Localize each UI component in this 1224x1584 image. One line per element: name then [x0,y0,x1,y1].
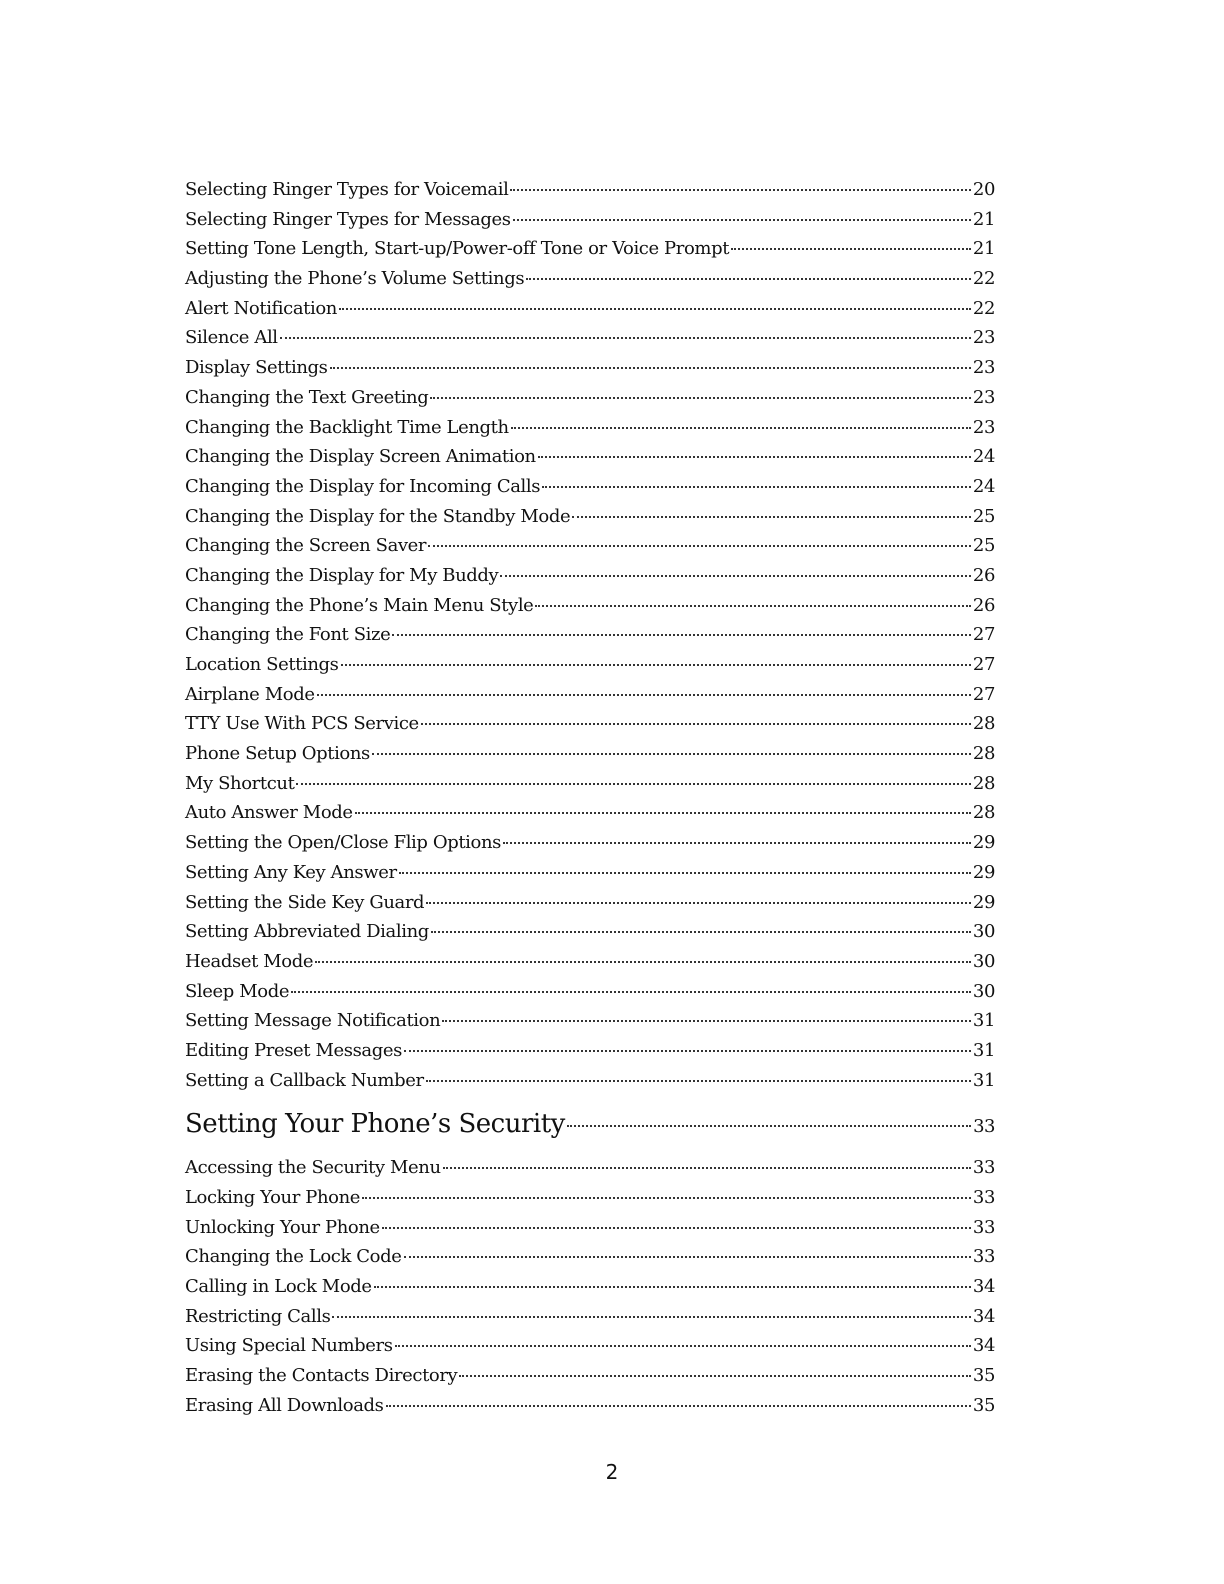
dot-leader [459,1375,971,1377]
toc-entry [185,769,995,799]
toc-entry-page: 30 [972,921,995,943]
toc-entry-page: 25 [972,535,995,557]
dot-leader [392,634,971,636]
toc-entry [185,1331,995,1361]
toc-entry-title: Locking Your Phone [185,1187,361,1208]
toc-entry-page: 24 [972,475,995,497]
toc-entry-title: Editing Preset Messages [185,1039,402,1061]
toc-entry [185,620,995,650]
toc-entry [185,709,995,739]
toc-entry-title: Erasing All Downloads [185,1394,384,1416]
dot-leader [428,545,971,547]
toc-entry [185,1006,995,1036]
toc-entry [185,234,995,264]
toc-entry-title: Changing the Font Size [185,624,391,646]
toc-entry-title: Alert Notification [185,297,337,319]
toc-entry-page: 29 [972,861,995,883]
toc-entry-page: 22 [972,297,995,319]
toc-entry-page: 27 [972,654,995,675]
toc-entry-title: Airplane Mode [185,683,315,705]
toc-entry-title: Phone Setup Options [185,743,370,765]
dot-leader [500,575,971,577]
toc-entry [185,680,995,710]
dot-leader [362,1197,971,1199]
toc-entry-page: 35 [972,1394,995,1416]
dot-leader [372,753,971,755]
toc-entry-title: Selecting Ringer Types for Voicemail [185,179,509,200]
dot-leader [426,1080,971,1082]
toc-entry-title: Changing the Screen Saver [185,535,427,557]
dot-leader [355,812,971,814]
toc-entry [185,888,995,918]
dot-leader [513,219,971,221]
toc-entry [185,1272,995,1302]
toc-entry-title: Changing the Lock Code [185,1246,402,1268]
dot-leader [386,1405,971,1407]
toc-entry [185,1302,995,1332]
toc-entry-title: My Shortcut [185,772,295,794]
dot-leader [280,337,971,339]
dot-leader [399,872,971,874]
toc-section-heading [185,1095,995,1153]
toc-entry [185,383,995,413]
dot-leader [332,1316,970,1318]
toc-entry-title: Adjusting the Phone’s Volume Settings [185,268,525,290]
toc-entry-page: 34 [972,1335,995,1357]
toc-entry [185,264,995,294]
toc-entry-page: 23 [972,416,995,438]
toc-entry-title: Setting Abbreviated Dialing [185,921,429,943]
toc-entry [185,205,995,235]
toc-entry-title: Location Settings [185,654,339,675]
toc-entry-title: Changing the Phone’s Main Menu Style [185,594,534,616]
toc-entry-title: Setting Tone Length, Start-up/Power-off Tone or Voice Prompt [185,238,730,260]
toc-entry-page: 26 [972,594,995,616]
toc-entry-page: 21 [972,208,995,230]
toc-entry-page: 33 [972,1157,995,1179]
toc-entry-page: 28 [972,713,995,735]
toc-entry-title: Setting the Side Key Guard [185,891,425,913]
dot-leader [330,367,971,369]
toc-entry-title: Unlocking Your Phone [185,1216,380,1238]
toc-entry-page: 31 [972,1069,995,1091]
toc-entry-page: 21 [972,238,995,260]
dot-leader [339,308,971,310]
dot-leader [404,1050,971,1052]
toc-entry [185,175,995,205]
dot-leader [374,1286,971,1288]
dot-leader [317,694,971,696]
dot-leader [511,427,971,429]
dot-leader [404,1256,971,1258]
toc-entry-page: 28 [972,743,995,765]
toc-entry [185,917,995,947]
toc-entry-page: 33 [972,1216,995,1238]
toc-entry [185,739,995,769]
toc-entry-title: Changing the Backlight Time Length [185,416,509,438]
dot-leader [395,1345,971,1347]
toc-entry-page: 27 [972,624,995,646]
toc-entry-title: Restricting Calls [185,1305,331,1327]
dot-leader [503,842,971,844]
toc-entry-title: Calling in Lock Mode [185,1276,372,1298]
toc-entry-page: 33 [972,1187,995,1208]
toc-entry-title: Setting a Callback Number [185,1069,424,1091]
dot-leader [382,1227,971,1229]
toc-entry-page: 22 [972,268,995,290]
toc-entry-page: 35 [972,1365,995,1387]
toc-entry-title: Changing the Text Greeting [185,386,429,408]
toc-entry-title: Using Special Numbers [185,1335,393,1357]
toc-entry [185,1391,995,1421]
toc-entry [185,947,995,977]
page-number: 2 [605,1460,619,1484]
toc-entry-title: Setting the Open/Close Flip Options [185,832,501,854]
dot-leader [291,991,971,993]
dot-leader [542,486,971,488]
toc-entry-title: Headset Mode [185,950,314,972]
toc-entry [185,828,995,858]
dot-leader [535,605,970,607]
toc-entry-page: 23 [972,386,995,408]
toc-entry-page: 29 [972,891,995,913]
toc-entry-title: Changing the Display for My Buddy [185,564,499,586]
toc-entry-page: 31 [972,1039,995,1061]
toc-entry [185,858,995,888]
dot-leader [296,783,970,785]
dot-leader [430,397,971,399]
dot-leader [341,664,971,666]
toc-entry-page: 24 [972,446,995,468]
dot-leader [510,189,970,191]
toc-entry-title: Changing the Display for the Standby Mode [185,505,571,527]
toc-entry [185,502,995,532]
toc-entry-page: 28 [972,772,995,794]
toc-entry [185,531,995,561]
toc-entry-page: 29 [972,832,995,854]
toc-entry-title: Selecting Ringer Types for Messages [185,208,511,230]
toc-entry-title: Changing the Display Screen Animation [185,446,536,468]
dot-leader [567,1125,971,1127]
toc-entry-title: Silence All [185,327,278,349]
toc-entry [185,323,995,353]
toc-entry-title: Auto Answer Mode [185,802,353,824]
toc-entry [185,798,995,828]
toc-entry-page: 23 [972,327,995,349]
toc-entry-page: 28 [972,802,995,824]
dot-leader [538,456,971,458]
dot-leader [442,1020,971,1022]
toc-entry-page: 34 [972,1305,995,1327]
toc-entry-title: Display Settings [185,357,328,379]
toc-entry [185,1242,995,1272]
toc-entry [185,650,995,680]
toc-entry-title: Setting Message Notification [185,1010,441,1032]
toc-entry [185,413,995,443]
toc-entry-title: Sleep Mode [185,980,290,1002]
toc-entry [185,294,995,324]
toc-entry-page: 27 [972,683,995,705]
toc-entry-page: 33 [972,1246,995,1268]
toc-entry [185,591,995,621]
toc-entry-page: 26 [972,564,995,586]
dot-leader [443,1167,971,1169]
table-of-contents [185,175,995,1421]
dot-leader [526,278,971,280]
toc-entry-page: 33 [973,1116,995,1138]
toc-entry-page: 34 [972,1276,995,1298]
toc-entry-title: Setting Your Phone’s Security [185,1109,565,1140]
toc-entry-page: 30 [972,950,995,972]
toc-entry [185,561,995,591]
dot-leader [731,248,971,250]
toc-entry [185,1213,995,1243]
toc-entry-title: Accessing the Security Menu [185,1157,441,1179]
dot-leader [421,723,971,725]
toc-entry [185,442,995,472]
toc-entry [185,1153,995,1183]
dot-leader [572,516,971,518]
toc-entry-title: Changing the Display for Incoming Calls [185,475,541,497]
toc-entry-page: 30 [972,980,995,1002]
toc-entry-title: Setting Any Key Answer [185,861,397,883]
dot-leader [431,931,971,933]
toc-entry [185,353,995,383]
toc-entry [185,1183,995,1213]
toc-entry-page: 23 [972,357,995,379]
toc-entry-page: 20 [972,179,995,200]
dot-leader [426,902,971,904]
toc-entry-page: 31 [972,1010,995,1032]
toc-entry [185,1066,995,1096]
toc-entry-title: Erasing the Contacts Directory [185,1365,458,1387]
toc-entry [185,977,995,1007]
toc-entry [185,472,995,502]
toc-entry-title: TTY Use With PCS Service [185,713,419,735]
toc-entry [185,1036,995,1066]
toc-entry [185,1361,995,1391]
toc-entry-page: 25 [972,505,995,527]
dot-leader [315,961,971,963]
